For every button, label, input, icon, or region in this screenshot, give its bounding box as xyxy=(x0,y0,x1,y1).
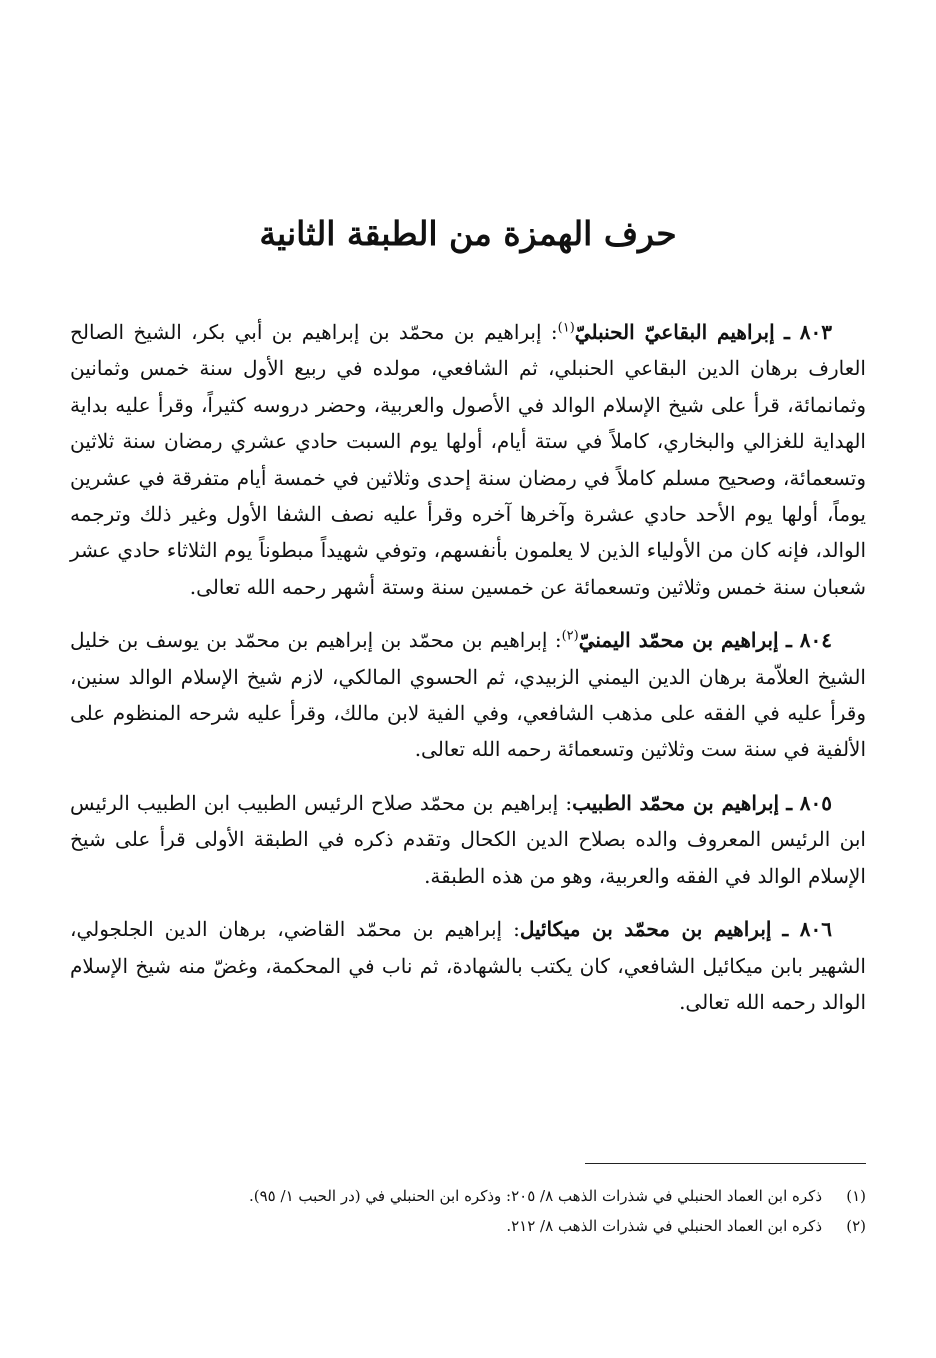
footnote-divider xyxy=(585,1163,866,1164)
entry-number: ٨٠٣ ـ xyxy=(783,320,833,344)
footnote-item xyxy=(70,1181,866,1211)
entry-name: إبراهيم البقاعيّ الحنبليّ xyxy=(574,320,775,344)
entry-name: إبراهيم بن محمّد بن ميكائيل xyxy=(519,917,772,942)
entry-number: ٨٠٤ ـ xyxy=(785,628,832,653)
entry-number: ٨٠٥ ـ xyxy=(786,790,832,815)
entry-separator: : xyxy=(565,790,573,815)
entry-separator: : xyxy=(554,628,562,653)
entry-text: إبراهيم بن محمّد بن إبراهيم بن محمّد بن يوسف بن خليل الشيخ العلاّمة برهان الدين اليمني الزبيدي، ثم الحسوي المالكي، لازم شيخ الإسلام الوالد سنين، وقرأ عليه في الفقه على مذهب الشافعي، وفي الفية لابن مالك، وقرأ عليه شرحه المنظوم على الألفية في سنة ست وثلاثين وتسعمائة رحمه الله تعالى. xyxy=(70,628,867,762)
entry-name: إبراهيم بن محمّد اليمنيّ xyxy=(578,628,779,653)
entry-text: إبراهيم بن محمّد صلاح الرئيس الطبيب ابن الطبيب الرئيس ابن الرئيس المعروف والده بصلاح الدين الكحال وتقدم ذكره في الطبقة الأولى قرأ على شيخ الإسلام الوالد في الفقه والعربية، وهو من هذه الطبقة. xyxy=(70,790,866,888)
footnote-ref: (١) xyxy=(557,320,575,336)
entry-number: ٨٠٦ ـ xyxy=(782,917,833,942)
entries-section xyxy=(70,314,866,1037)
footnote-number: (٢) xyxy=(846,1217,866,1235)
entry-804 xyxy=(70,622,866,768)
footnotes-section xyxy=(70,1181,866,1241)
entry-separator: : xyxy=(513,917,520,942)
entry-separator: : xyxy=(550,320,558,344)
footnote-text: ذكره ابن العماد الحنبلي في شذرات الذهب ٨/ ٢٠٥: وذكره ابن الحنبلي في (در الحبب ١/ ٩٥). xyxy=(249,1187,822,1205)
footnote-ref: (٢) xyxy=(561,628,579,644)
entry-805 xyxy=(70,785,866,894)
footnote-text: ذكره ابن العماد الحنبلي في شذرات الذهب ٨/ ٢١٢. xyxy=(506,1217,822,1235)
entry-text: إبراهيم بن محمّد القاضي، برهان الدين الجلجولي، الشهير بابن ميكائيل الشافعي، كان يكتب بالشهادة، ثم ناب في المحكمة، وغضّ منه شيخ الإسلام الوالد رحمه الله تعالى. xyxy=(70,917,866,1014)
entry-name: إبراهيم بن محمّد الطبيب xyxy=(572,790,780,815)
footnote-item xyxy=(70,1211,866,1241)
entry-806 xyxy=(70,911,866,1020)
page-title: حرف الهمزة من الطبقة الثانية xyxy=(259,214,677,254)
footnote-number: (١) xyxy=(846,1187,866,1205)
entry-803 xyxy=(70,314,866,605)
entry-text: إبراهيم بن محمّد بن إبراهيم بن أبي بكر، الشيخ الصالح العارف برهان الدين البقاعي الحنبلي، ثم الشافعي، مولده في ربيع الأول سنة خمس وثمانين وثمانمائة، قرأ على شيخ الإسلام الوالد في الأصول والعربية، وحضر دروسه كثيراً، وقرأ عليه بداية الهداية للغزالي والبخاري، كاملاً في ستة أيام، أولها يوم السبت حادي عشري رمضان سنة ثلاثين وتسعمائة، وصحيح مسلم كاملاً في رمضان سنة إحدى وثلاثين في خمسة أيام متفرقة في عشرين يوماً، أولها يوم الأحد حادي عشرة وآخرها آخره وقرأ عليه نصف الشفا الأول وغير ذلك وترجمه الوالد، فإنه كان من الأولياء الذين لا يعلمون بأنفسهم، وتوفي شهيداً مبطوناً يوم الثلاثاء حادي عشر شعبان سنة خمس وثلاثين وتسعمائة عن خمسين سنة وستة أشهر رحمه الله تعالى. xyxy=(70,320,866,599)
